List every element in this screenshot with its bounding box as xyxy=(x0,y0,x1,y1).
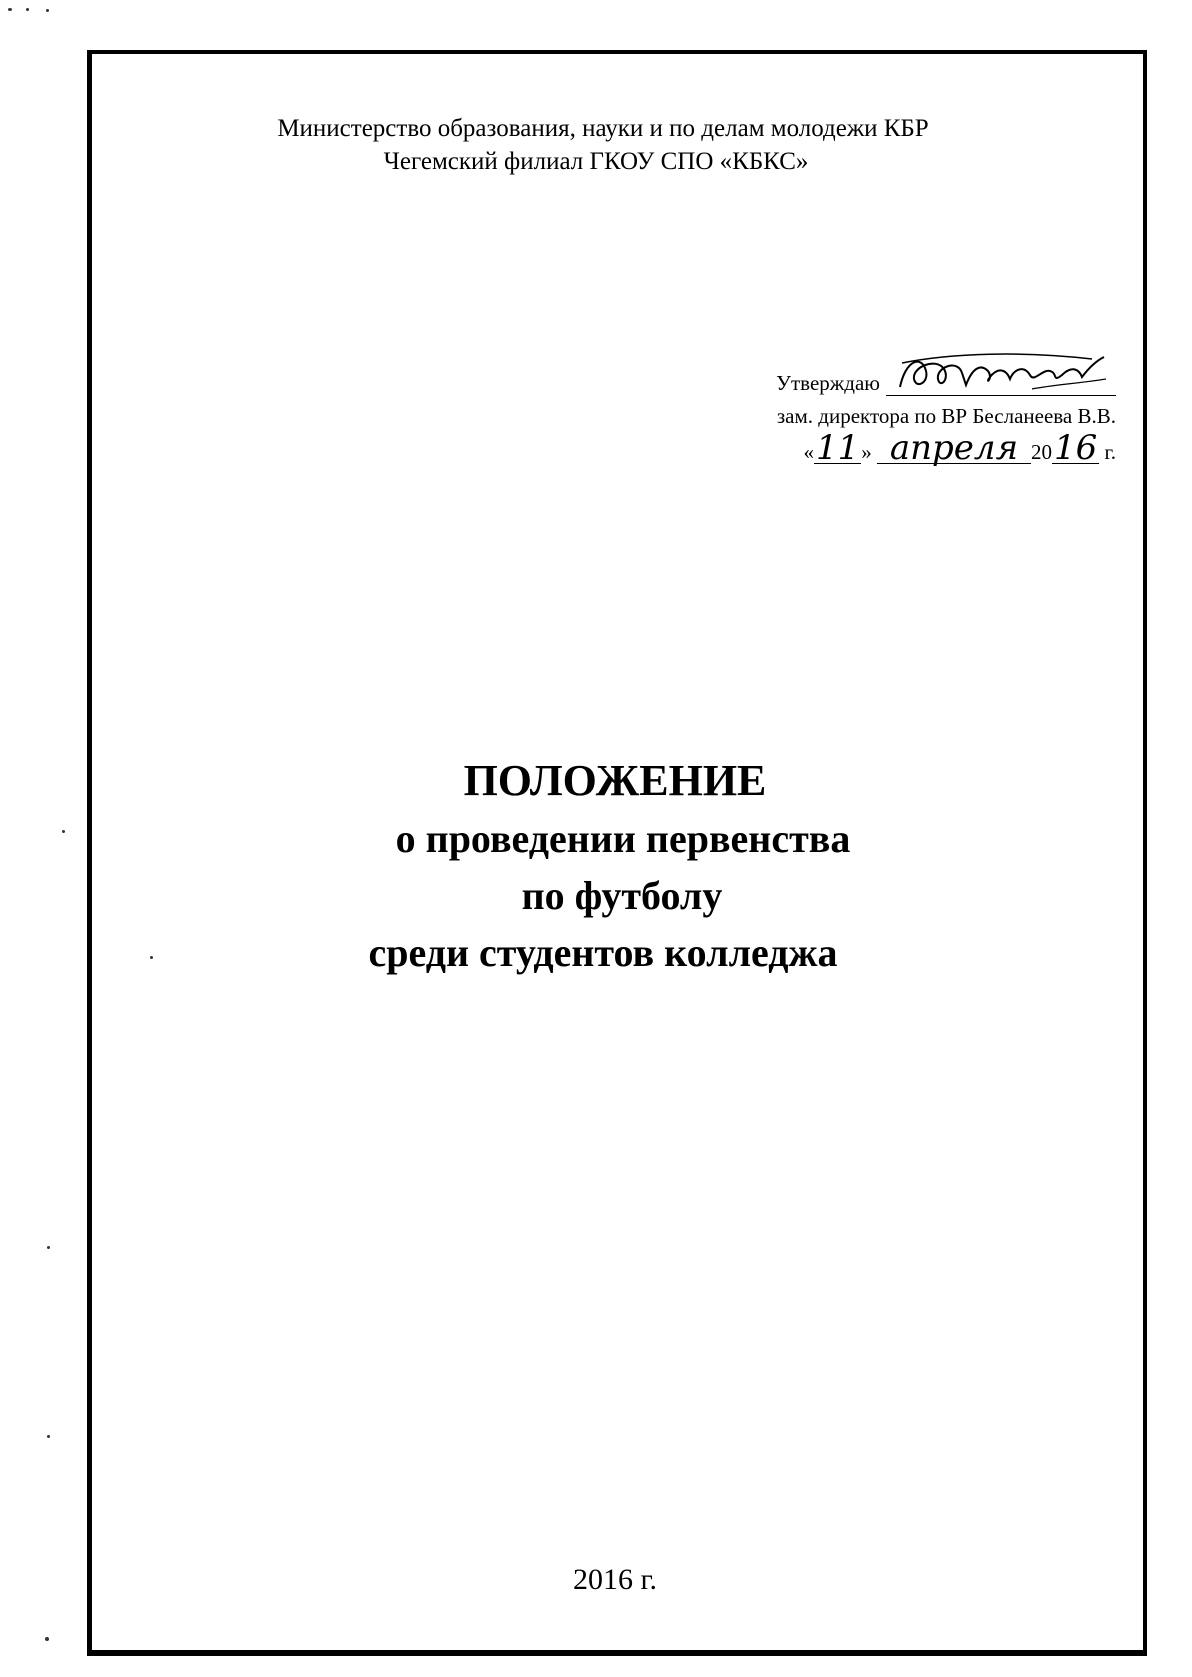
approver-name: зам. директора по ВР Бесланеева В.В. xyxy=(776,404,1116,428)
scan-speck xyxy=(47,1246,50,1249)
approval-block xyxy=(676,340,1116,479)
scan-speck xyxy=(46,9,49,12)
date-year-suffix: 16 xyxy=(1053,428,1098,468)
handwritten-signature xyxy=(892,349,1112,399)
scan-speck xyxy=(150,956,153,959)
scan-speck xyxy=(45,1637,49,1641)
document-year: 2016 г. xyxy=(573,1563,657,1596)
scan-speck xyxy=(26,8,29,11)
date-year-unit: г. xyxy=(1104,440,1116,464)
scan-speck xyxy=(47,1435,50,1438)
date-open-quote: « xyxy=(803,440,814,464)
date-close-quote: » xyxy=(861,440,872,464)
scan-speck xyxy=(8,8,12,11)
title-line-3: среди студентов колледжа xyxy=(368,930,838,975)
title-line-1: о проведении первенства xyxy=(395,816,851,861)
signature-line xyxy=(886,355,1116,396)
date-year-prefix: 20 xyxy=(1030,440,1052,464)
document-title xyxy=(0,752,1192,981)
date-month: апреля xyxy=(877,433,1031,464)
approval-label: Утверждаю xyxy=(776,371,880,395)
scan-speck xyxy=(62,830,65,833)
ministry-name: Министерство образования, науки и по делам молодежи КБР xyxy=(277,115,929,142)
title-line-2: по футболу xyxy=(521,873,723,918)
document-header xyxy=(0,112,1192,178)
date-day: 11 xyxy=(815,428,860,468)
approval-signature-row xyxy=(676,340,1116,402)
branch-name: Чегемский филиал ГКОУ СПО «КБКС» xyxy=(383,148,809,175)
title-main: ПОЛОЖЕНИЕ xyxy=(463,756,767,805)
approval-date xyxy=(676,428,1116,479)
